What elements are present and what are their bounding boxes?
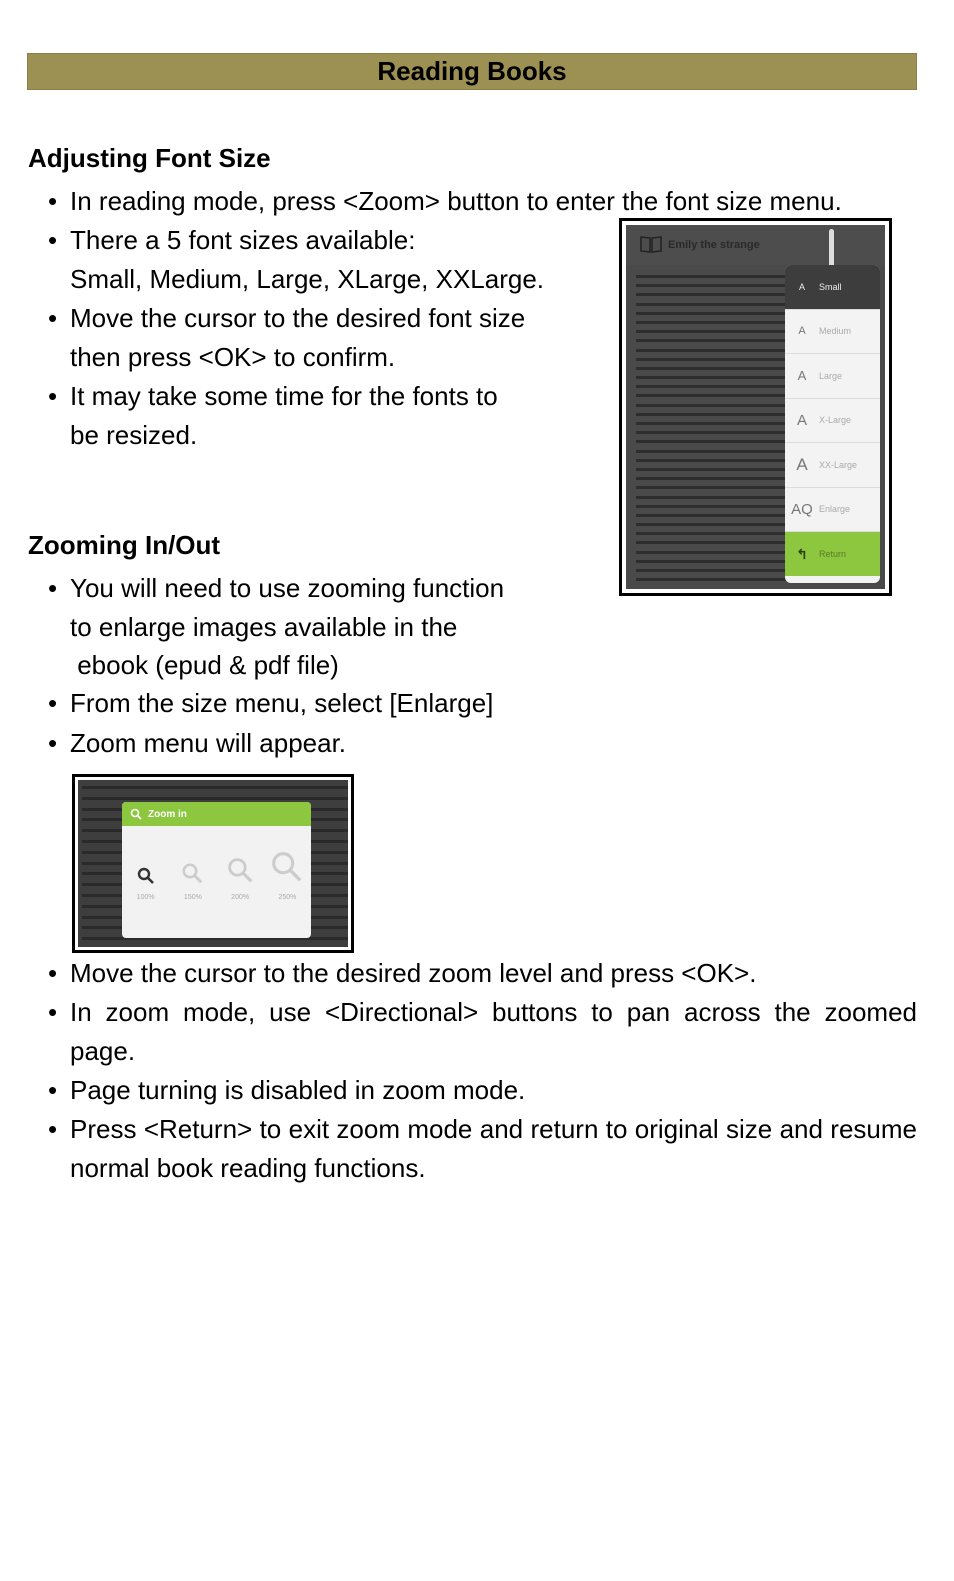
zoom-option-200[interactable]: [220, 842, 260, 901]
font-xlarge-icon: A: [796, 411, 807, 429]
zoom-option-label: 250%: [278, 894, 297, 901]
zoom-dialog: [122, 802, 311, 938]
font-size-menu: [785, 265, 880, 583]
list-item: [48, 221, 608, 301]
bullet-text: ebook (epud & pdf file): [70, 650, 339, 680]
menu-item-label: Enlarge: [819, 504, 851, 515]
zoom-level-4-icon: [268, 842, 306, 886]
list-item: [48, 993, 918, 1073]
zoom-dialog-title: Zoom in: [148, 808, 187, 820]
bullet-text: There a 5 font sizes available:: [70, 225, 416, 255]
zoom-level-2-icon: [180, 842, 205, 886]
bullet-dot: •: [48, 958, 58, 988]
list-item: [48, 1110, 918, 1190]
zoom-options: [122, 842, 311, 901]
zoom-level-1-icon: [136, 842, 156, 886]
bullet-text: Small, Medium, Large, XLarge, XXLarge.: [70, 263, 545, 294]
menu-item-enlarge[interactable]: [785, 488, 880, 533]
bullet-text: Page turning is disabled in zoom mode.: [70, 1075, 526, 1105]
return-icon: ↰: [796, 545, 808, 562]
bullet-text: to enlarge images available in the: [70, 611, 458, 642]
list-item: [48, 299, 608, 379]
menu-item-label: Large: [819, 370, 843, 381]
bullet-text: In reading mode, press <Zoom> button to enter the font size menu.: [70, 186, 842, 216]
font-small-icon: A: [798, 281, 805, 292]
menu-item-xlarge[interactable]: [785, 399, 880, 444]
bullet-dot: •: [48, 688, 58, 718]
reader-screen: [626, 225, 885, 589]
section-header: [27, 53, 917, 90]
zoom-option-250[interactable]: [267, 842, 307, 901]
menu-item-label: Return: [819, 549, 847, 559]
enlarge-icon: AQ: [791, 500, 813, 518]
zoom-option-150[interactable]: [173, 842, 213, 901]
zoom-option-100[interactable]: [126, 842, 166, 901]
zoom-level-3-icon: [225, 842, 256, 886]
font-size-heading: Adjusting Font Size: [28, 143, 271, 173]
menu-item-large[interactable]: [785, 354, 880, 399]
menu-item-label: Medium: [819, 326, 852, 337]
list-item: [48, 377, 608, 457]
bullet-dot: •: [48, 381, 58, 411]
list-item: [48, 1071, 918, 1111]
bullet-text: then press <OK> to confirm.: [70, 341, 396, 372]
zoom-option-label: 100%: [136, 894, 155, 901]
list-item: [48, 182, 938, 222]
font-size-menu-screenshot: [619, 218, 892, 596]
bullet-text: Zoom menu will appear.: [70, 728, 347, 758]
bullet-dot: •: [48, 225, 58, 255]
book-icon: [640, 235, 662, 253]
font-large-icon: A: [797, 368, 807, 384]
font-xxlarge-icon: A: [796, 454, 808, 474]
font-medium-icon: A: [798, 325, 806, 338]
reader-screen: [78, 780, 348, 947]
zoom-dialog-header: [122, 802, 311, 826]
list-item: [48, 954, 938, 994]
reader-top-bar: [626, 225, 885, 265]
menu-item-medium[interactable]: [785, 310, 880, 355]
search-icon: [130, 808, 142, 820]
menu-item-label: X-Large: [819, 415, 852, 426]
bullet-dot: •: [48, 1114, 58, 1144]
menu-item-small[interactable]: [785, 265, 880, 310]
book-text-lines: [636, 275, 796, 587]
bullet-dot: •: [48, 573, 58, 603]
bullet-text: be resized.: [70, 419, 198, 450]
menu-item-return[interactable]: [785, 532, 880, 576]
bullet-text: Move the cursor to the desired zoom level and press <OK>.: [70, 958, 757, 988]
zoom-heading: Zooming In/Out: [28, 530, 221, 560]
bullet-text: Move the cursor to the desired font size: [70, 303, 526, 333]
book-title: Emily the strange: [668, 239, 760, 251]
section-header-title: Reading Books: [377, 56, 567, 86]
zoom-option-label: 150%: [183, 894, 202, 901]
bullet-text: You will need to use zooming function: [70, 573, 505, 603]
menu-item-label: Small: [819, 281, 842, 292]
zoom-option-label: 200%: [231, 894, 250, 901]
bullet-dot: •: [48, 728, 58, 758]
list-item: [48, 569, 588, 687]
bullet-text: It may take some time for the fonts to: [70, 381, 498, 411]
menu-item-xxlarge[interactable]: [785, 443, 880, 488]
bullet-dot: •: [48, 186, 58, 216]
list-item: [48, 684, 588, 724]
bullet-dot: •: [48, 1075, 58, 1105]
list-item: [48, 724, 588, 764]
bullet-text: From the size menu, select [Enlarge]: [70, 688, 494, 718]
bullet-text: Press <Return> to exit zoom mode and return to original size and resume normal book reading functions.: [70, 1114, 917, 1183]
bullet-dot: •: [48, 303, 58, 333]
slider-handle: [829, 229, 834, 269]
bullet-text: In zoom mode, use <Directional> buttons to pan across the zoomed page.: [70, 997, 917, 1066]
bullet-dot: •: [48, 997, 58, 1027]
zoom-menu-screenshot: [72, 774, 354, 953]
menu-item-label: XX-Large: [819, 459, 858, 470]
